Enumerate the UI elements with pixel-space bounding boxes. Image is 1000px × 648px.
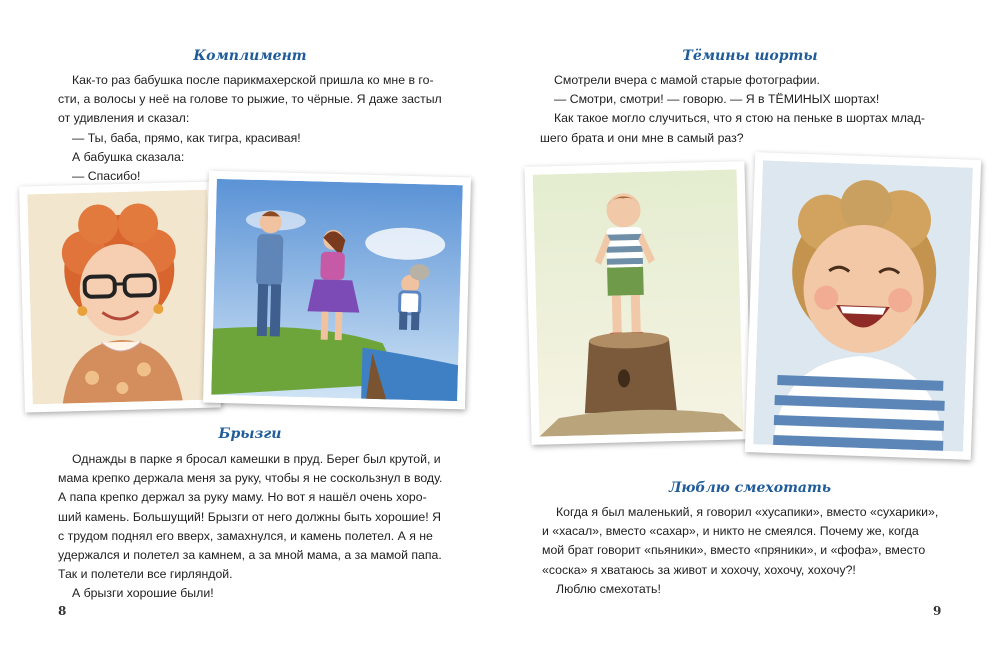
story-text-bryzgi <box>58 450 458 604</box>
text-line: Когда я был маленький, я говорил «хусапики», вместо «сухарики», <box>556 505 939 519</box>
page-number-right: 9 <box>933 604 942 618</box>
text-line: мама крепко держала меня за руку, чтобы я не соскользнул в воду. <box>58 471 443 486</box>
right-page <box>500 0 1000 648</box>
text-line: Однажды в парке я бросал камешки в пруд. Берег был крутой, и <box>72 452 441 466</box>
text-line: удержался и полетел за камнем, а за мной мама, а за мамой папа. <box>58 548 442 563</box>
text-line: А папа крепко держал за руку маму. Но вот я нашёл очень хоро- <box>58 490 427 505</box>
family-illustration <box>203 171 471 410</box>
text-line: Смотрели вчера с мамой старые фотографии. <box>554 73 820 87</box>
text-line: А бабушка сказала: <box>72 149 185 164</box>
page-number-left: 8 <box>58 604 67 618</box>
story-title-kompliment: Комплимент <box>193 48 307 64</box>
story-title-lyublyu-smekhotat: Люблю смехотать <box>668 480 831 496</box>
text-line: с трудом поднял его вверх, замахнулся, и камень полетел. А я не <box>58 528 433 543</box>
text-line: Как-то раз бабушка после парикмахерской пришла ко мне в го- <box>72 73 434 87</box>
text-line: — Смотри, смотри! — говорю. — Я в ТЁМИНЫХ шортах! <box>554 92 880 107</box>
text-line: сти, а волосы у неё на голове то рыжие, то чёрные. Я даже застыл <box>58 92 442 107</box>
text-line: А брызги хорошие были! <box>72 586 214 601</box>
story-title-bryzgi: Брызги <box>218 426 282 442</box>
text-line: ший камень. Большущий! Брызги от него должны быть хорошие! Я <box>58 509 441 524</box>
story-text-tyominy-shorty <box>540 71 960 148</box>
story-title-tyominy-shorty: Тёмины шорты <box>682 48 818 64</box>
story-text-lyublyu-smekhotat <box>542 503 962 599</box>
text-line: — Спасибо! <box>72 169 141 184</box>
laughing-boy-illustration <box>745 152 981 460</box>
text-line: и «хасал», вместо «сахар», и никто не смеялся. Почему же, когда <box>542 524 919 539</box>
grandmother-illustration <box>19 181 221 412</box>
text-line: мой брат говорит «пьяники», вместо «пряники», и «фофа», вместо <box>542 543 926 558</box>
text-line: Как такое могло случиться, что я стою на пеньке в шортах млад- <box>554 111 925 126</box>
text-line: Люблю смехотать! <box>556 581 661 596</box>
text-line: шего брата и они мне в самый раз? <box>540 130 744 145</box>
story-text-kompliment <box>58 71 458 186</box>
text-line: — Ты, баба, прямо, как тигра, красивая! <box>72 130 301 145</box>
boy-on-stump-illustration <box>524 161 751 445</box>
text-line: от удивления и сказал: <box>58 111 190 126</box>
text-line: «соска» я хватаюсь за живот и хохочу, хохочу, хохочу?! <box>542 562 856 577</box>
text-line: Так и полетели все гирляндой. <box>58 567 233 582</box>
